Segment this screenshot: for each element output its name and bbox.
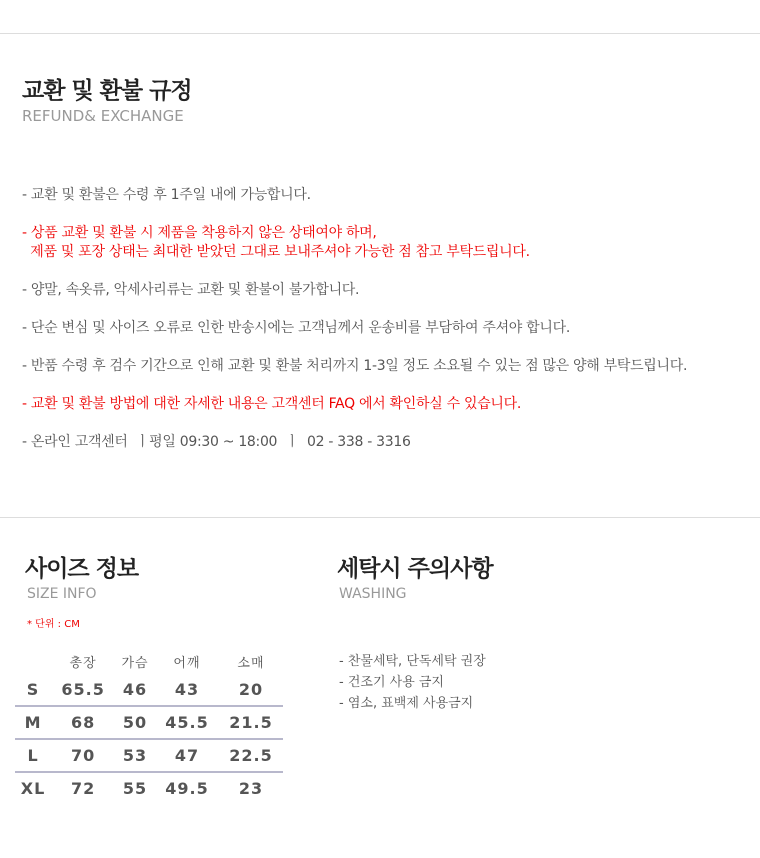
table-row: M 68 50 45.5 21.5 bbox=[15, 706, 283, 739]
unit-note: * 단위 : CM bbox=[27, 619, 80, 630]
washing-item: - 찬물세탁, 단독세탁 권장 bbox=[339, 654, 486, 669]
table-row: XL 72 55 49.5 23 bbox=[20, 779, 264, 798]
table-row: L 70 53 47 22.5 bbox=[15, 739, 283, 772]
size-table bbox=[15, 648, 283, 804]
refund-title: 교환 및 환불 규정 bbox=[22, 78, 192, 104]
washing-item: - 염소, 표백제 사용금지 bbox=[339, 696, 474, 711]
refund-subtitle: REFUND& EXCHANGE bbox=[22, 107, 184, 125]
table-row: S 65.5 46 43 20 bbox=[15, 674, 283, 706]
refund-line: - 온라인 고객센터 ㅣ평일 09:30 ~ 18:00 ㅣ 02 - 338 - 3316 bbox=[22, 434, 411, 450]
washing-item: - 건조기 사용 금지 bbox=[339, 675, 444, 690]
table-header: 총장 가슴 어깨 소매 bbox=[69, 655, 265, 671]
size-title: 사이즈 정보 bbox=[25, 556, 139, 582]
refund-line: - 상품 교환 및 환불 시 제품을 착용하지 않은 상태여야 하며, bbox=[22, 225, 377, 241]
washing-title: 세탁시 주의사항 bbox=[337, 556, 493, 582]
refund-line: - 반품 수령 후 검수 기간으로 인해 교환 및 환불 처리까지 1-3일 정도 소요될 수 있는 점 많은 양해 부탁드립니다. bbox=[22, 358, 688, 374]
divider bbox=[0, 33, 760, 34]
refund-line: - 단순 변심 및 사이즈 오류로 인한 반송시에는 고객님께서 운송비를 부담하여 주셔야 합니다. bbox=[22, 320, 570, 336]
refund-line: - 교환 및 환불 방법에 대한 자세한 내용은 고객센터 FAQ 에서 확인하실 수 있습니다. bbox=[22, 396, 522, 412]
washing-subtitle: WASHING bbox=[339, 586, 407, 602]
divider bbox=[0, 517, 760, 518]
refund-line: - 교환 및 환불은 수령 후 1주일 내에 가능합니다. bbox=[22, 187, 311, 203]
size-subtitle: SIZE INFO bbox=[27, 586, 97, 602]
refund-line: - 양말, 속옷류, 악세사리류는 교환 및 환불이 불가합니다. bbox=[22, 282, 360, 298]
refund-line: 제품 및 포장 상태는 최대한 받았던 그대로 보내주셔야 가능한 점 참고 부탁드립니다. bbox=[22, 244, 530, 260]
